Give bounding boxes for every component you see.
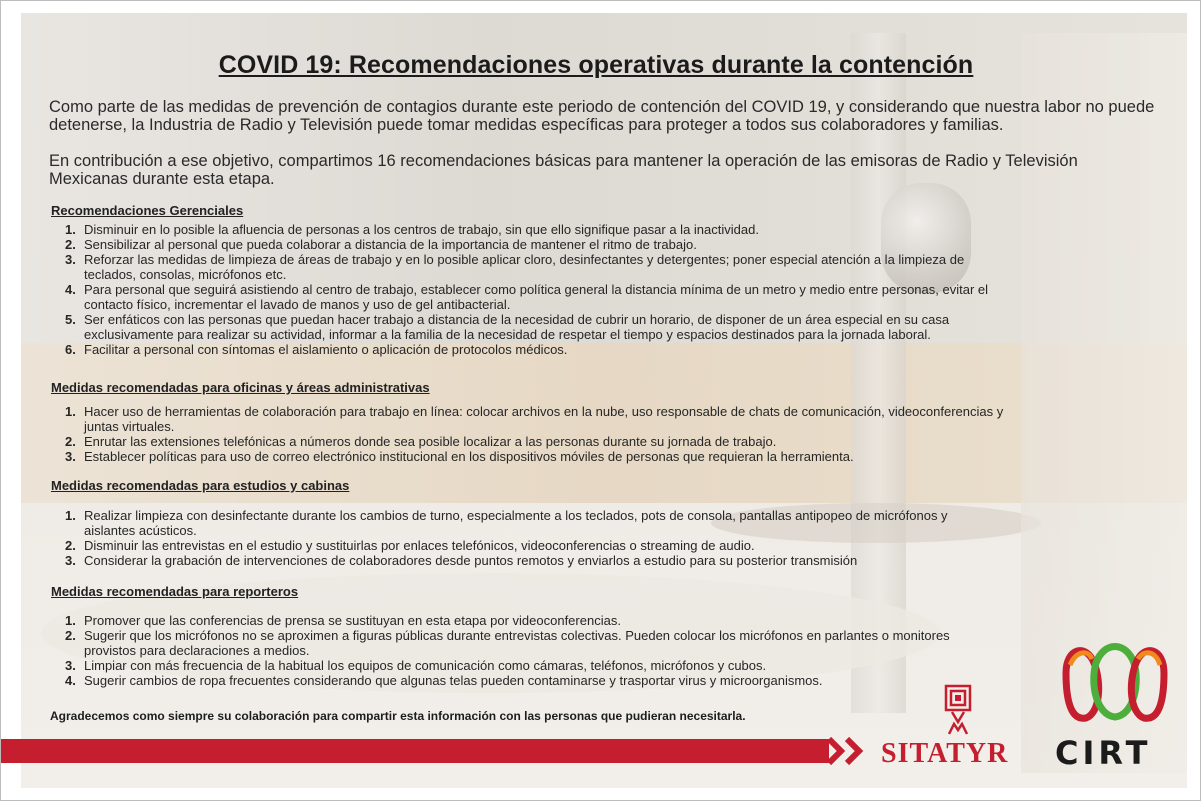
- page-title: COVID 19: Recomendaciones operativas durante la contención: [218, 51, 974, 79]
- list-item: 5. Ser enfáticos con las personas que puedan hacer trabajo a distancia de la necesidad de cubrir un horario, de disponer de un área especial en su casa exclusivamente para realizar su actividad, informar a la familia de la necesidad de respetar el tiempo y espacios destinados para la jornada laboral.: [65, 312, 950, 342]
- list-item: 1. Realizar limpieza con desinfectante durante los cambios de turno, especialmente a los teclados, pots de consola, pantallas antipopeo de micrófonos y aislantes acústicos.: [65, 508, 948, 538]
- list-item: 1. Promover que las conferencias de prensa se sustituyan en esta etapa por videoconferencias.: [65, 613, 621, 628]
- section-heading-oficinas: Medidas recomendadas para oficinas y áreas administrativas: [51, 380, 430, 395]
- section-heading-estudios: Medidas recomendadas para estudios y cabinas: [51, 478, 350, 493]
- list-item: 1. Disminuir en lo posible la afluencia de personas a los centros de trabajo, sin que ello signifique pasar a la inactividad.: [65, 222, 759, 237]
- section-heading-gerenciales: Recomendaciones Gerenciales: [51, 203, 244, 218]
- list-estudios: [65, 508, 985, 568]
- list-item: 3. Establecer políticas para uso de correo electrónico institucional en los dispositivos móviles de personas que requieran la herramienta.: [65, 449, 854, 464]
- double-chevron-icon: [823, 735, 881, 767]
- red-footer-bar: [1, 739, 829, 763]
- list-item: 4. Para personal que seguirá asistiendo al centro de trabajo, establecer como política general la distancia mínima de un metro y medio entre personas, evitar el contacto físico, incrementar el lavado de manos y uso de gel antibacterial.: [65, 282, 989, 312]
- section-heading-reporteros: Medidas recomendadas para reporteros: [51, 584, 299, 599]
- list-item: 2. Disminuir las entrevistas en el estudio y sustituirlas por enlaces telefónicos, videoconferencias o streaming de audio.: [65, 538, 755, 553]
- list-item: 2. Sugerir que los micrófonos no se aproximen a figuras públicas durante entrevistas colectivas. Pueden colocar los micrófonos en parlantes o monitores provistos para declaraciones a medios.: [65, 628, 950, 658]
- intro-paragraph-1: Como parte de las medidas de prevención de contagios durante este periodo de contención del COVID 19, y considerando que nuestra labor no puede detenerse, la Industria de Radio y Televisión puede tomar medidas específicas para proteger a todos sus colaboradores y familias.: [49, 98, 1155, 134]
- cirt-emblem-icon: [1056, 633, 1174, 725]
- cirt-logo-text: CIRT: [1055, 734, 1152, 772]
- list-item: 6. Facilitar a personal con síntomas el aislamiento o aplicación de protocolos médicos.: [65, 342, 568, 357]
- sitatyr-logo-text: SITATYR: [881, 738, 1009, 769]
- list-item: 2. Sensibilizar al personal que pueda colaborar a distancia de la importancia de mantener el ritmo de trabajo.: [65, 237, 697, 252]
- list-item: 3. Reforzar las medidas de limpieza de áreas de trabajo y en lo posible aplicar cloro, desinfectantes y detergentes; poner especial atención a la limpieza de teclados, consolas, micrófonos etc.: [65, 252, 965, 282]
- sitatyr-emblem-icon: [943, 684, 973, 736]
- list-item: 1. Hacer uso de herramientas de colaboración para trabajo en línea: colocar archivos en la nube, uso responsable de chats de comunicación, videoconferencias y juntas virtuales.: [65, 404, 1004, 434]
- list-item: 3. Considerar la grabación de intervenciones de colaboradores desde puntos remotos y enviarlos a estudio para su posterior transmisión: [65, 553, 858, 568]
- list-gerenciales: [65, 222, 1015, 357]
- list-reporteros: [65, 613, 1005, 688]
- list-oficinas: [65, 404, 1015, 464]
- list-item: 4. Sugerir cambios de ropa frecuentes considerando que algunas telas pueden contaminarse y trasportar virus y microorganismos.: [65, 673, 823, 688]
- intro-paragraph-2: En contribución a ese objetivo, compartimos 16 recomendaciones básicas para mantener la operación de las emisoras de Radio y Televisión Mexicanas durante esta etapa.: [49, 152, 1078, 188]
- list-item: 3. Limpiar con más frecuencia de la habitual los equipos de comunicación como cámaras, teléfonos, micrófonos y cubos.: [65, 658, 767, 673]
- closing-note: Agradecemos como siempre su colaboración para compartir esta información con las personas que pudieran necesitarla.: [50, 709, 746, 723]
- list-item: 2. Enrutar las extensiones telefónicas a números donde sea posible localizar a las personas durante su jornada de trabajo.: [65, 434, 777, 449]
